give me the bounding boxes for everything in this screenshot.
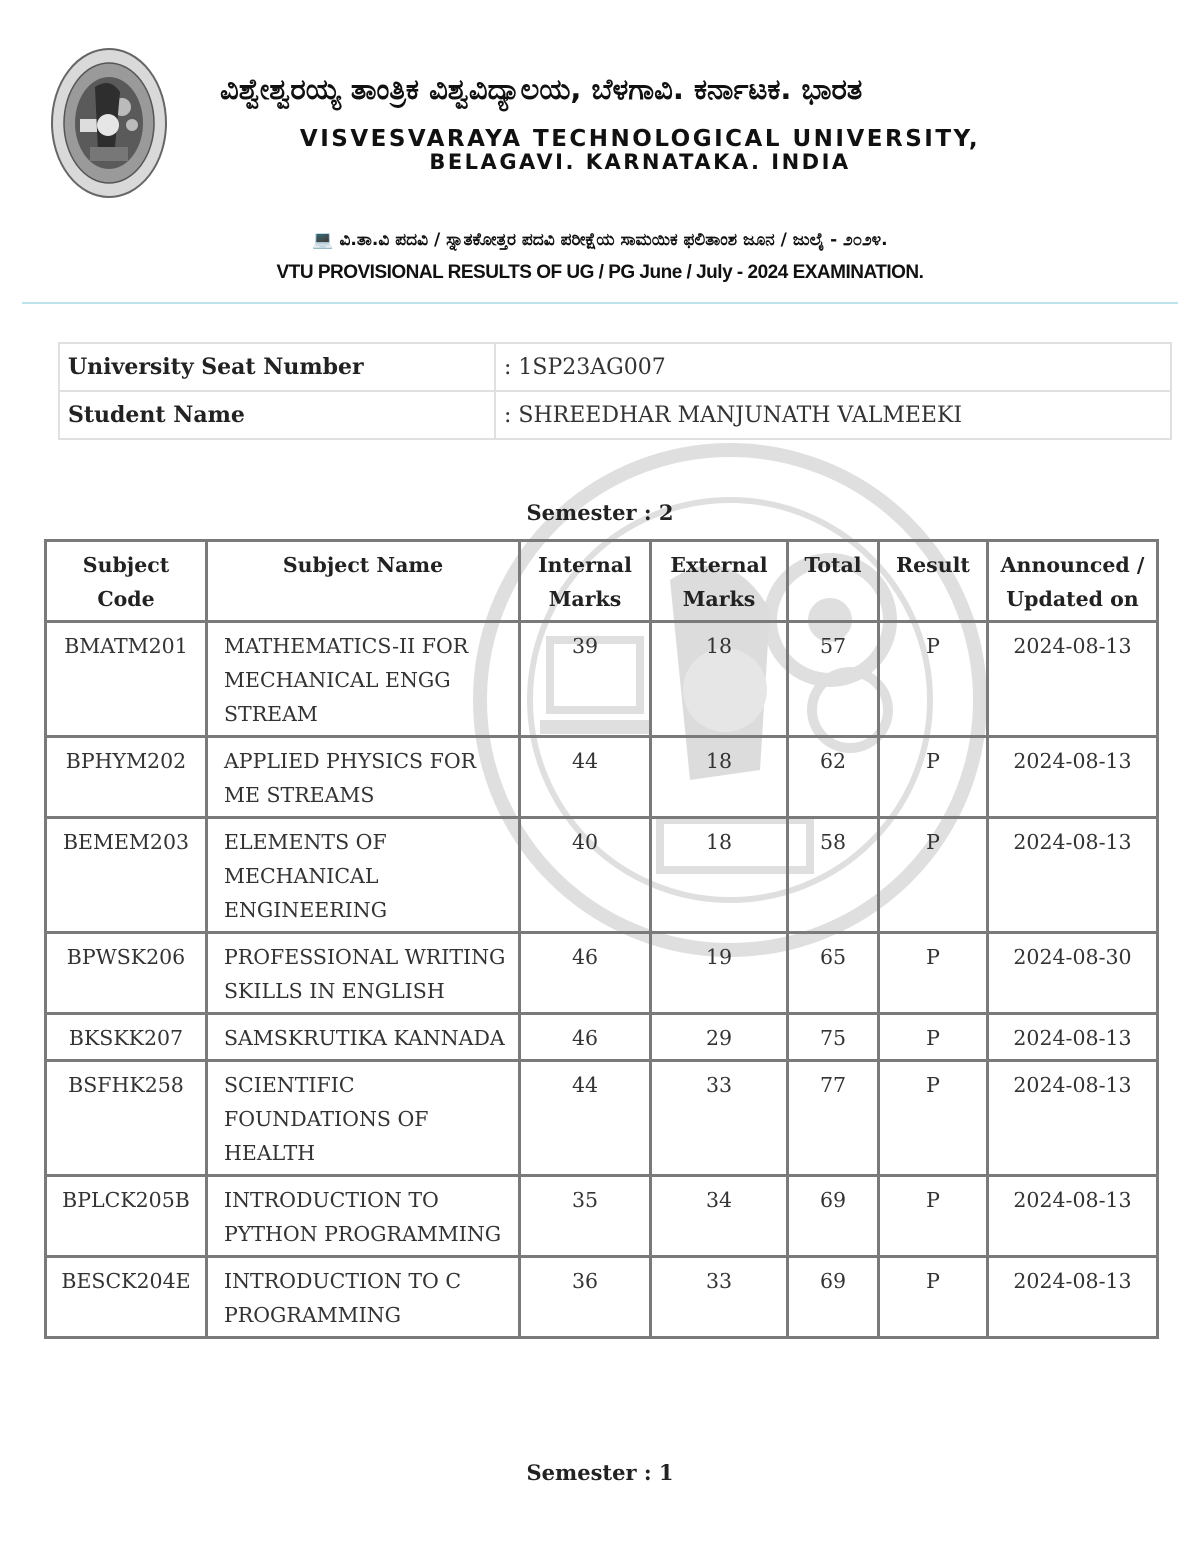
- student-name-row: [59, 391, 1171, 439]
- semester-1-title: Semester : 1: [526, 1460, 674, 1485]
- student-info-table: [58, 342, 1172, 440]
- announced-date: 2024-08-13: [988, 737, 1158, 818]
- subject-code: BKSKK207: [46, 1014, 207, 1061]
- total-marks: 69: [788, 1176, 879, 1257]
- announced-date: 2024-08-13: [988, 1257, 1158, 1338]
- subject-name: INTRODUCTION TO C PROGRAMMING: [207, 1257, 520, 1338]
- exam-title-english: VTU PROVISIONAL RESULTS OF UG / PG June / July - 2024 EXAMINATION.: [276, 262, 924, 283]
- col-header-external: External Marks: [651, 541, 788, 622]
- table-row: [46, 737, 1158, 818]
- table-row: [46, 1257, 1158, 1338]
- result: P: [879, 1061, 988, 1176]
- result: P: [879, 933, 988, 1014]
- result: P: [879, 818, 988, 933]
- subject-name: SAMSKRUTIKA KANNADA: [207, 1014, 520, 1061]
- exam-title-kannada: 💻 ವಿ.ತಾ.ವಿ ಪದವಿ / ಸ್ನಾತಕೋತ್ತರ ಪದವಿ ಪರೀಕ್ಷೆಯ ಸಾಮಯಿಕ ಫಲಿತಾಂಶ ಜೂನ / ಜುಲೈ - ೨೦೨೪.: [312, 230, 888, 250]
- university-name-english-line1: VISVESVARAYA TECHNOLOGICAL UNIVERSITY,: [299, 126, 981, 152]
- subject-name: MATHEMATICS-II FOR MECHANICAL ENGG STREAM: [207, 622, 520, 737]
- subject-code: BESCK204E: [46, 1257, 207, 1338]
- usn-value: : 1SP23AG007: [495, 343, 1171, 391]
- col-header-internal: Internal Marks: [520, 541, 651, 622]
- internal-marks: 44: [520, 737, 651, 818]
- usn-row: [59, 343, 1171, 391]
- result: P: [879, 737, 988, 818]
- table-row: [46, 1061, 1158, 1176]
- table-row: [46, 818, 1158, 933]
- total-marks: 75: [788, 1014, 879, 1061]
- university-name-kannada: ವಿಶ್ವೇಶ್ವರಯ್ಯ ತಾಂತ್ರಿಕ ವಿಶ್ವವಿದ್ಯಾಲಯ, ಬೆಳಗಾವಿ. ಕರ್ನಾಟಕ. ಭಾರತ: [220, 72, 863, 106]
- subject-code: BPLCK205B: [46, 1176, 207, 1257]
- table-row: [46, 1176, 1158, 1257]
- internal-marks: 35: [520, 1176, 651, 1257]
- result: P: [879, 1257, 988, 1338]
- result: P: [879, 622, 988, 737]
- col-header-total: Total: [788, 541, 879, 622]
- semester-2-title: Semester : 2: [526, 500, 674, 525]
- internal-marks: 39: [520, 622, 651, 737]
- external-marks: 29: [651, 1014, 788, 1061]
- header-divider: [22, 302, 1178, 304]
- external-marks: 33: [651, 1257, 788, 1338]
- total-marks: 57: [788, 622, 879, 737]
- col-header-announced: Announced / Updated on: [988, 541, 1158, 622]
- external-marks: 18: [651, 622, 788, 737]
- total-marks: 69: [788, 1257, 879, 1338]
- announced-date: 2024-08-13: [988, 1061, 1158, 1176]
- result: P: [879, 1014, 988, 1061]
- external-marks: 19: [651, 933, 788, 1014]
- student-name-label: Student Name: [59, 391, 495, 439]
- table-row: [46, 1014, 1158, 1061]
- student-name-value: : SHREEDHAR MANJUNATH VALMEEKI: [495, 391, 1171, 439]
- announced-date: 2024-08-13: [988, 622, 1158, 737]
- table-row: [46, 933, 1158, 1014]
- usn-label: University Seat Number: [59, 343, 495, 391]
- internal-marks: 46: [520, 933, 651, 1014]
- subject-code: BPWSK206: [46, 933, 207, 1014]
- subject-code: BSFHK258: [46, 1061, 207, 1176]
- total-marks: 58: [788, 818, 879, 933]
- subject-code: BMATM201: [46, 622, 207, 737]
- col-header-code: Subject Code: [46, 541, 207, 622]
- university-logo: [50, 47, 168, 199]
- total-marks: 62: [788, 737, 879, 818]
- results-table: [44, 539, 1159, 1339]
- internal-marks: 46: [520, 1014, 651, 1061]
- announced-date: 2024-08-13: [988, 1014, 1158, 1061]
- subject-code: BPHYM202: [46, 737, 207, 818]
- internal-marks: 36: [520, 1257, 651, 1338]
- total-marks: 77: [788, 1061, 879, 1176]
- announced-date: 2024-08-13: [988, 1176, 1158, 1257]
- announced-date: 2024-08-30: [988, 933, 1158, 1014]
- col-header-result: Result: [879, 541, 988, 622]
- external-marks: 18: [651, 818, 788, 933]
- total-marks: 65: [788, 933, 879, 1014]
- subject-code: BEMEM203: [46, 818, 207, 933]
- col-header-name: Subject Name: [207, 541, 520, 622]
- internal-marks: 44: [520, 1061, 651, 1176]
- subject-name: ELEMENTS OF MECHANICAL ENGINEERING: [207, 818, 520, 933]
- internal-marks: 40: [520, 818, 651, 933]
- external-marks: 34: [651, 1176, 788, 1257]
- external-marks: 33: [651, 1061, 788, 1176]
- university-name-english-line2: BELAGAVI. KARNATAKA. INDIA: [429, 150, 851, 174]
- table-row: [46, 622, 1158, 737]
- announced-date: 2024-08-13: [988, 818, 1158, 933]
- result: P: [879, 1176, 988, 1257]
- subject-name: PROFESSIONAL WRITING SKILLS IN ENGLISH: [207, 933, 520, 1014]
- subject-name: SCIENTIFIC FOUNDATIONS OF HEALTH: [207, 1061, 520, 1176]
- subject-name: APPLIED PHYSICS FOR ME STREAMS: [207, 737, 520, 818]
- subject-name: INTRODUCTION TO PYTHON PROGRAMMING: [207, 1176, 520, 1257]
- results-header-row: [46, 541, 1158, 622]
- external-marks: 18: [651, 737, 788, 818]
